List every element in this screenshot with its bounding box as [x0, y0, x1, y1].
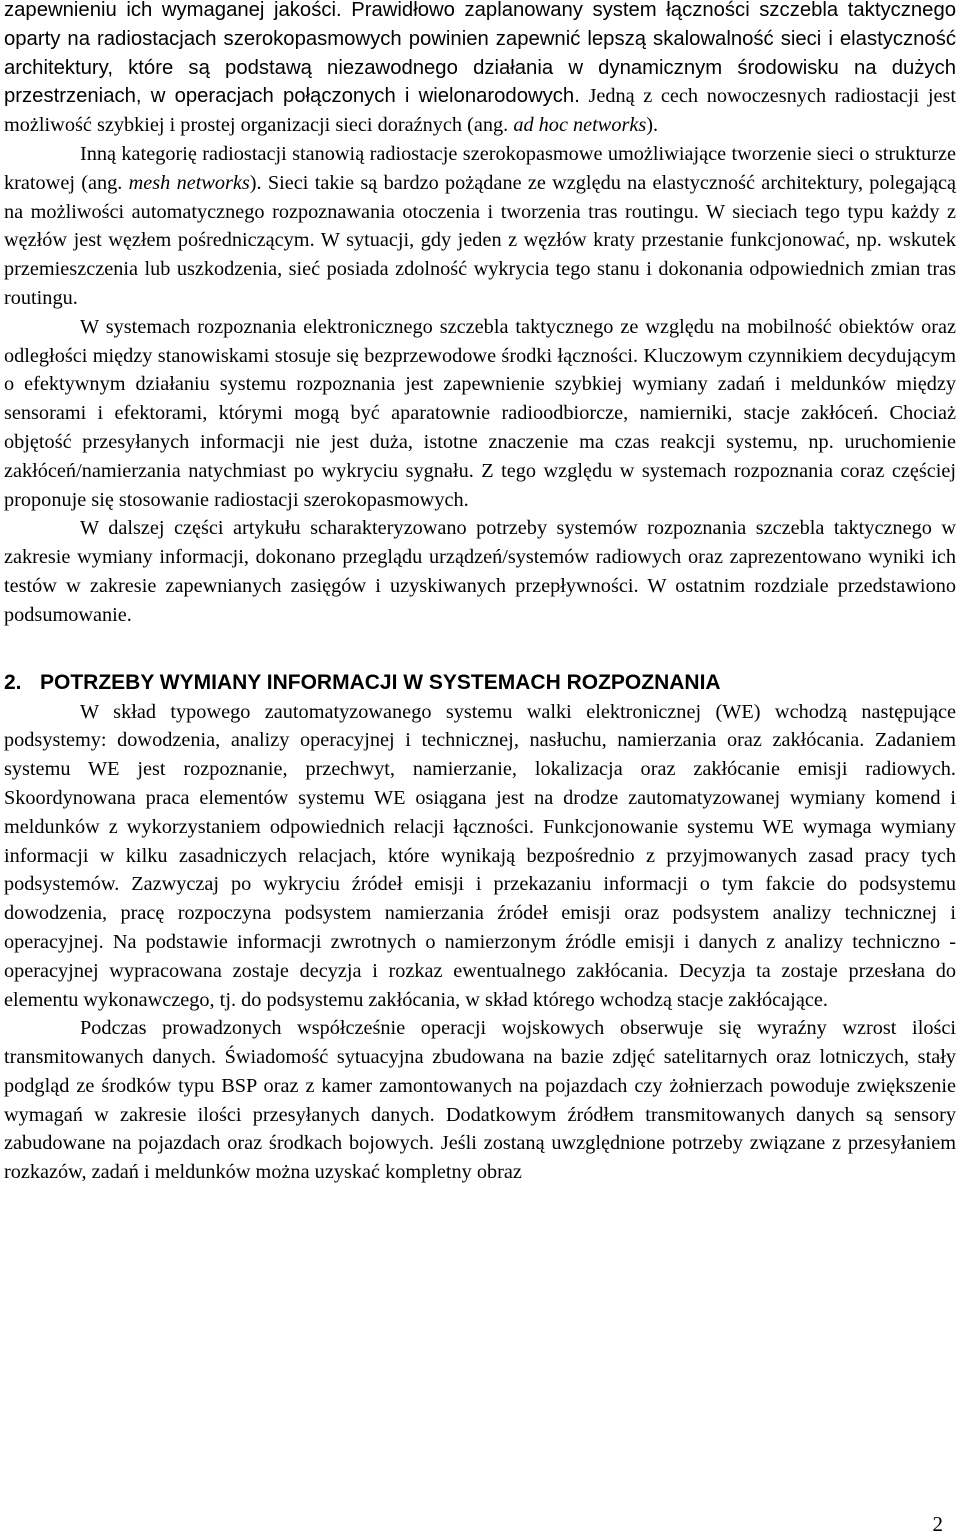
text-run: W dalszej części artykułu scharakteryzowano potrzeby systemów rozpoznania szczebla taktycznego w zakresie wymiany informacji, dokonano przeglądu urządzeń/systemów radiowych oraz zaprezentowano wyniki ich testów w zakresie zapewnianych zasięgów i uzyskiwanych przepływności. W ostatnim rozdziale przedstawiono podsumowanie. — [4, 517, 956, 626]
section-paragraphs — [4, 698, 956, 1188]
text-run: mesh networks — [128, 171, 250, 194]
body-text — [4, 0, 956, 1187]
intro-paragraphs — [4, 0, 956, 630]
section-heading — [4, 668, 956, 698]
paragraph-p6 — [4, 1014, 956, 1187]
text-run: Inną kategorię radiostacji stanowią radiostacje szerokopasmowe umożliwiające tworzenie sieci o strukturze kratowej (ang. — [4, 142, 956, 194]
text-run: zapewnieniu ich wymaganej jakości. — [4, 0, 352, 21]
paragraph-p2 — [4, 140, 956, 313]
text-run: ad hoc networks — [513, 114, 647, 137]
paragraph-p5 — [4, 698, 956, 1015]
text-run: W systemach rozpoznania elektronicznego szczebla taktycznego ze względu na mobilność obiektów oraz odległości między stanowiskami stosuje się bezprzewodowe środki łączności. Kluczowym czynnikiem decydującym o efektywnym działaniu systemu rozpoznania jest zapewnienie szybkiej wymiany zadań i meldunków między sensorami i efektorami, którymi mogą być aparatownie radioodbiorcze, namierniki, stacje zakłóceń. Chociaż objętość przesyłanych informacji nie jest duża, istotne znaczenie ma czas reakcji systemu, np. uruchomienie zakłóceń/namierzania natychmiast po wykryciu sygnału. Z tego względu w systemach rozpoznania coraz częściej proponuje się stosowanie radiostacji szerokopasmowych. — [4, 315, 956, 511]
section-title: POTRZEBY WYMIANY INFORMACJI W SYSTEMACH ROZPOZNANIA — [40, 670, 721, 694]
text-run: ). Sieci takie są bardzo pożądane ze względu na elastyczność architektury, polegającą na możliwości automatycznego rozpoznawania otoczenia i tworzenia tras routingu. W sieciach tego typu każdy z węzłów jest węzłem pośredniczącym. W sytuacji, gdy jeden z węzłów kraty przestanie funkcjonować, np. wskutek przemieszczenia lub uszkodzenia, sieć posiada zdolność wykrycia tego stanu i dokonania odpowiednich zmian tras routingu. — [4, 171, 956, 309]
paragraph-p1 — [4, 0, 956, 140]
paragraph-p3 — [4, 313, 956, 515]
text-run: Prawidłowo zaplanowany system łączności szczebla taktycznego oparty na radiostacjach szerokopasmowych powinien zapewnić lepszą skalowalność sieci i elastyczność architektury, które są podstawą niezawodnego działania w dynamicznym środowisku na dużych przestrzeniach, w operacjach połączonych i wielonarodowych. — [4, 0, 956, 108]
text-run: ). — [646, 114, 659, 137]
text-run: W skład typowego zautomatyzowanego systemu walki elektronicznej (WE) wchodzą następujące podsystemy: dowodzenia, analizy operacyjnej i technicznej, nasłuchu, namierzania oraz zakłócania. Zadaniem systemu WE jest rozpoznanie, przechwyt, namierzanie, lokalizacja oraz zakłócanie emisji radiowych. Skoordynowana praca elementów systemu WE osiągana jest na drodze zautomatyzowanej wymiany komend i meldunków z wykorzystaniem odpowiednich relacji łączności. Funkcjonowanie systemu WE wymaga wymiany informacji w kilku zasadniczych relacjach, które wynikają bezpośrednio z przyjmowanych zasad pracy tych podsystemów. Zazwyczaj po wykryciu źródeł emisji i przekazaniu informacji o tym fakcie do podsystemu dowodzenia, pracę rozpoczyna podsystem namierzania źródeł emisji oraz podsystem analizy technicznej i operacyjnej. Na podstawie informacji zwrotnych o namierzonym źródle emisji i danych z analizy techniczno - operacyjnej wypracowana zostaje decyzja i rozkaz ewentualnego zakłócania. Decyzja ta zostaje przesłana do elementu wykonawczego, tj. do podsystemu zakłócania, w skład którego wchodzą stacje zakłócające. — [4, 700, 956, 1011]
section-number: 2. — [4, 670, 22, 694]
text-run: Jedną z cech nowoczesnych radiostacji jest możliwość szybkiej i prostej organizacji sieci doraźnych (ang. — [4, 85, 956, 137]
paragraph-p4 — [4, 514, 956, 629]
text-run: Podczas prowadzonych współcześnie operacji wojskowych obserwuje się wyraźny wzrost ilości transmitowanych danych. Świadomość sytuacyjna zbudowana na bazie zdjęć satelitarnych oraz lotniczych, stały podgląd ze środków typu BSP oraz z kamer zamontowanych na pojazdach czy żołnierzach powoduje zwiększenie wymagań w zakresie ilości przesyłanych danych. Dodatkowym źródłem transmitowanych danych są sensory zabudowane na pojazdach oraz środkach bojowych. Jeśli zostaną uwzględnione potrzeby związane z przesyłaniem rozkazów, zadań i meldunków można uzyskać kompletny obraz — [4, 1017, 956, 1184]
page-number: 2 — [932, 1512, 943, 1536]
